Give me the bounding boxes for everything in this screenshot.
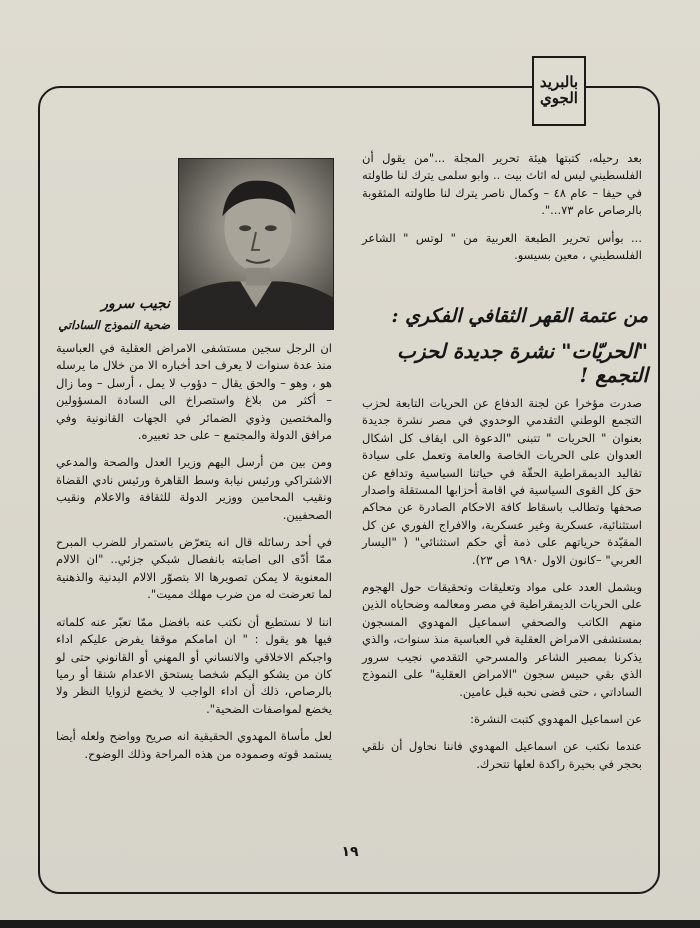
article-headline bbox=[362, 305, 648, 387]
body-paragraph-1: صدرت مؤخرا عن لجنة الدفاع عن الحريات التابعة لحزب التجمع الوطني التقدمي الوحدوي في مصر نشرة جديدة بعنوان " الحريات " تتبنى "الدعوة الى ايقاف كل اشكال العدوان على الحريات الخاصة والعامة وتعمل على سيادة تقاليد الديمقراطية الحقّة في حياتنا السياسية وتدافع عن حق كل القوى السياسية في اقامة أحزابها المستقلة واصدار صحفها وتطالب باسقاط كافة الاحكام الصادرة عن محاكم استثنائية، عسكرية وغير عسكرية، والافراج الفوري عن كل المقيّدة حرياتهم على ذمة أي حكم استثنائي" ( "اليسار العربي" –كانون الاول ١٩٨٠ ص ٢٣). bbox=[362, 396, 642, 567]
left-paragraph-2: ومن بين من أرسل اليهم وزيرا العدل والصحة والمدعي الاشتراكي ورئيس نيابة وسط القاهرة ورئيس نادي القضاة ونقيب المحامين ووزير الدولة للثقافة والاعلام ونقيب الصحفيين. bbox=[56, 455, 332, 522]
top-right-paragraph-1: بعد رحيله، كتبتها هيئة تحرير المجلة ..."من يقول أن الفلسطيني ليس له اثاث بيت .. وابو سلمى يترك لنا طاولته في حيفا – عام ٤٨ – وكمال ناصر يترك لنا طاولته المثقوبة بالرصاص عام ٧٣...". bbox=[362, 151, 642, 218]
left-paragraph-4: اننا لا نستطيع أن نكتب عنه بافضل ممّا تعبّر عنه كلماته فيها هو يقول : " ان امامكم موقفا يفرض عليكم اداء واجبكم الاخلاقي والانساني أو المهني أو القانوني حتى لو كان من يشكو اليكم شخصا يستحق الاعدام شنقا أو رميا بالرصاص، ذلك أن اداء الواجب لا يخضع لزوايا النظر ولا يخضع لمواصفات الضحية". bbox=[56, 614, 332, 716]
left-paragraph-1: ان الرجل سجين مستشفى الامراض العقلية في العباسية منذ عدة سنوات لا يعرف احد أخباره الا من خلال ما يرسله هو ، وهو – والحق يقال – دؤوب لا يمل ، أرسل – وما زال – أكثر من بلاغ واستصراخ الى السادة المسؤولين والمختصين وذوي الضمائر في الجهات القانونية وفي مرافق الدولة والمجتمع – على حد تعبيره. bbox=[56, 341, 332, 443]
column-logo-line2: الجوي bbox=[540, 89, 578, 107]
page-number: ١٩ bbox=[341, 844, 359, 860]
caption-role: ضحية النموذج الساداتي bbox=[58, 318, 170, 332]
portrait-photo bbox=[178, 158, 334, 330]
body-paragraph-3: عن اسماعيل المهدوي كتبت النشرة: bbox=[470, 711, 642, 726]
top-right-paragraph-2: ... بوأس تحرير الطبعة العربية من " لوتس " الشاعر الفلسطيني ، معين بسيسو. bbox=[362, 230, 642, 263]
photo-caption bbox=[40, 296, 170, 332]
left-paragraph-3: في أحد رسائله قال انه يتعرّض باستمرار للضرب المبرح ممّا أدّى الى اصابته بانفصال شبكي جزئي.. "ان الالام المعنوية لا يمكن تصويرها الا بتصوّر الالام البدنية والذهنية لما تعرضت له من ضرب مهلك مميت". bbox=[56, 535, 332, 602]
body-paragraph-4: عندما نكتب عن اسماعيل المهدوي فاننا نحاول أن نلقي بحجر في بحيرة راكدة لعلها تتحرك. bbox=[362, 739, 642, 771]
article-body-right bbox=[362, 395, 642, 783]
caption-name: نجيب سرور bbox=[101, 296, 170, 312]
left-paragraph-5: لعل مأساة المهدوي الحقيقية انه صريح وواضح ولعله أيضا يستمد قوته وصموده من هذه المراحة وذلك الوضوح. bbox=[56, 729, 332, 761]
headline-line-1: من عتمة القهر الثقافي الفكري : bbox=[391, 305, 648, 327]
portrait-illustration bbox=[179, 159, 333, 329]
article-body-left bbox=[56, 340, 332, 773]
bottom-edge-bar bbox=[0, 920, 700, 928]
headline-line-2: "الحريّات" نشرة جديدة لحزب التجمع ! bbox=[396, 339, 648, 387]
body-paragraph-2: ويشمل العدد على مواد وتعليقات وتحقيقات حول الهجوم على الحريات الديمقراطية في مصر ومعالمه وضحاياه الذين منهم الكاتب والصحفي اسماعيل المهدوي المسجون بمستشفى الامراض العقلية في العباسية منذ سنوات، والذي يذكرنا بمصير الشاعر والمسرحي التقدمي نجيب سرور الذي بقي حبيس سجون "الامراض العقلية" على النموذج الساداتي ، حتى قضى نحبه قبل عامين. bbox=[362, 580, 642, 699]
top-right-column bbox=[362, 150, 642, 274]
column-logo-line1: بالبريد bbox=[539, 73, 579, 92]
column-logo bbox=[532, 56, 586, 126]
